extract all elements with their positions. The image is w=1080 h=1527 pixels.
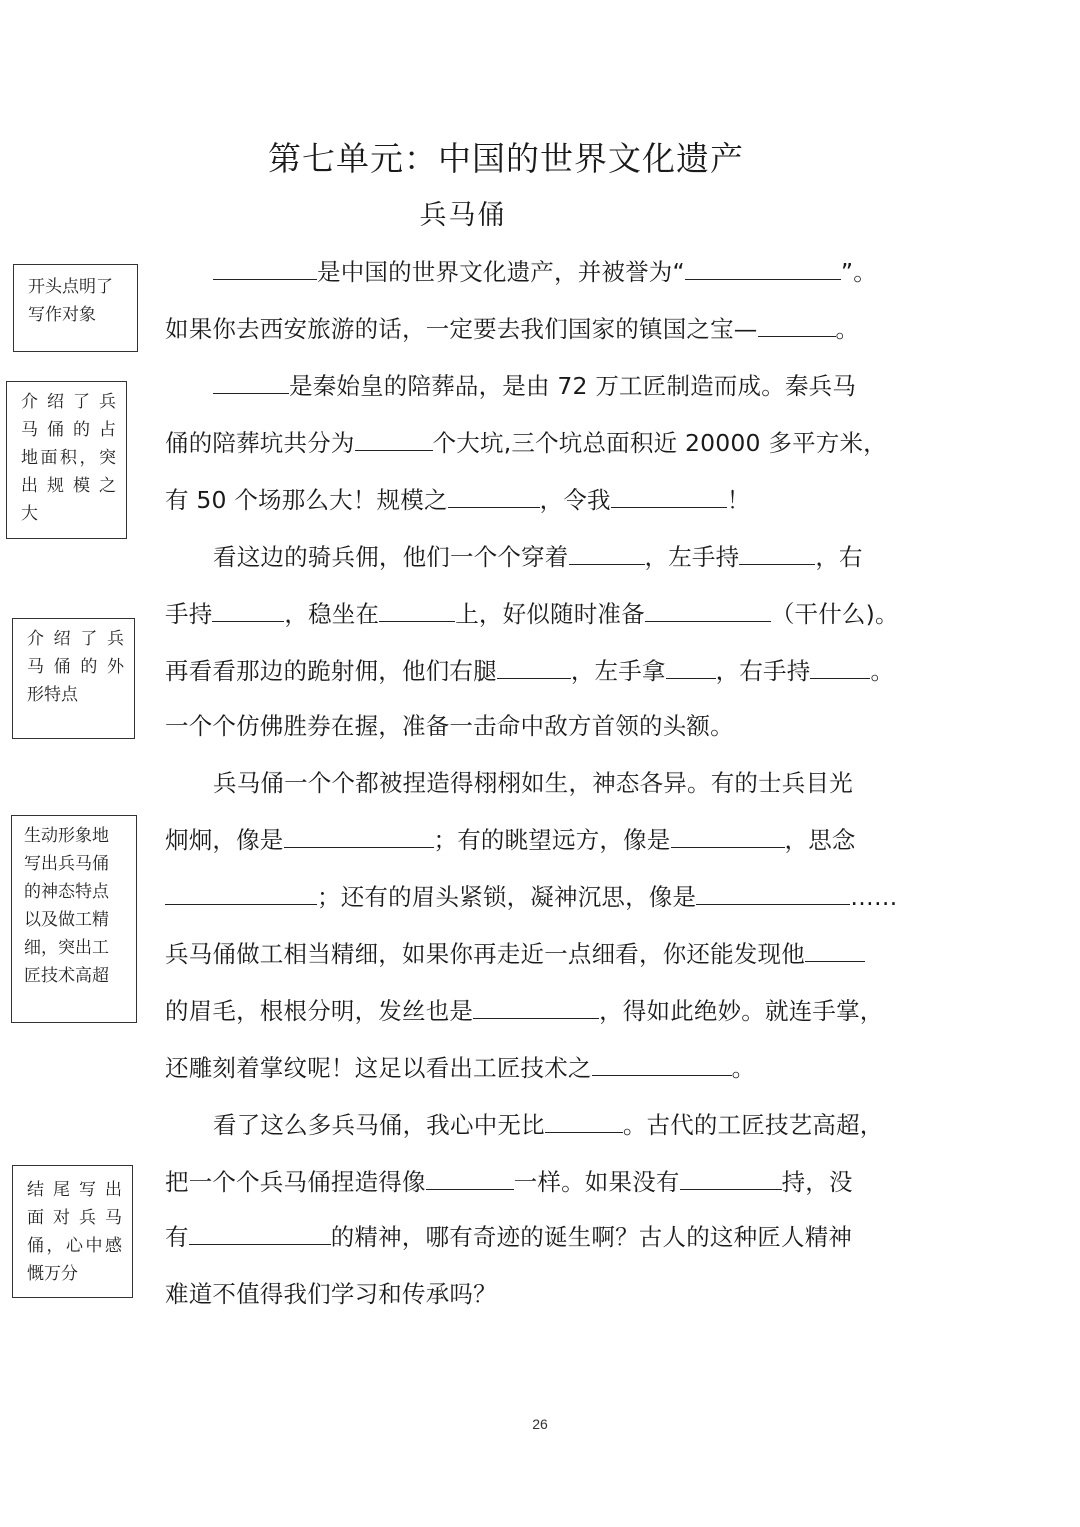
note-line: 出规模之 [21,476,116,496]
fill-blank[interactable] [592,1049,732,1076]
note-line: 细，突出工 [24,938,109,958]
fill-blank[interactable] [671,821,785,848]
fill-blank[interactable] [448,481,540,508]
text-line: 手持 ，稳坐在 上，好似随时准备 （干什么)。 [165,594,917,634]
text-line: 看了这么多兵马俑，我心中无比 。古代的工匠技艺高超， [213,1105,917,1145]
margin-note-4 [11,815,137,1023]
fill-blank[interactable] [284,821,434,848]
note-line: 俑，心中感 [27,1236,122,1256]
page-number: 26 [532,1416,548,1432]
page-title: 第七单元：中国的世界文化遗产 [268,139,744,178]
text-line: 有 50 个场那么大！规模之 ，令我 ！ [165,480,917,520]
note-line: 面对兵马 [27,1208,122,1228]
text-line: 兵马俑一个个都被捏造得栩栩如生，神态各异。有的士兵目光 [213,769,853,797]
text-line: 炯炯，像是 ；有的眺望远方，像是 ，思念 [165,820,917,860]
note-line: 结尾写出 [27,1180,122,1200]
margin-note-1 [13,264,138,352]
text-line: 把一个个兵马俑捏造得像 一样。如果没有 持，没 [165,1162,917,1202]
note-line: 的神态特点 [24,882,109,902]
note-line: 以及做工精 [24,910,109,930]
fill-blank[interactable] [165,878,317,905]
text-line: 是中国的世界文化遗产，并被誉为“ ”。 [213,252,917,292]
note-line: 马俑的外 [27,657,124,677]
fill-blank[interactable] [645,595,771,622]
fill-blank[interactable] [739,538,815,565]
note-line: 写作对象 [28,305,96,325]
text-line: ；还有的眉头紧锁，凝神沉思，像是 …… [165,877,917,917]
fill-blank[interactable] [666,652,716,679]
text-line: 再看看那边的跪射佣，他们右腿 ，左手拿 ，右手持 。 [165,651,917,691]
note-line: 大 [21,504,38,524]
note-line: 慨万分 [27,1264,78,1284]
text-line: 还雕刻着掌纹呢！这足以看出工匠技术之 。 [165,1048,917,1088]
note-line: 马俑的占 [21,420,116,440]
fill-blank[interactable] [810,652,870,679]
note-line: 生动形象地 [24,826,109,846]
note-line: 介绍了兵 [21,392,116,412]
fill-blank[interactable] [680,1163,782,1190]
fill-blank[interactable] [355,424,433,451]
margin-note-2 [6,381,127,539]
fill-blank[interactable] [611,481,727,508]
text-line: 一个个仿佛胜券在握，准备一击命中敌方首领的头额。 [165,712,734,740]
fill-blank[interactable] [758,310,836,337]
note-line: 写出兵马俑 [24,854,109,874]
fill-blank[interactable] [426,1163,514,1190]
fill-blank[interactable] [497,652,571,679]
fill-blank[interactable] [212,595,284,622]
fill-blank[interactable] [473,992,599,1019]
text-line: 有 的精神，哪有奇迹的诞生啊？古人的这种匠人精神 [165,1217,917,1257]
text-line: 难道不值得我们学习和传承吗？ [165,1280,497,1308]
text-line: 的眉毛，根根分明，发丝也是 ，得如此绝妙。就连手掌， [165,991,917,1031]
fill-blank[interactable] [569,538,645,565]
text-line: 俑的陪葬坑共分为 个大坑,三个坑总面积近 20000 多平方米， [165,423,917,463]
note-line: 形特点 [27,685,78,705]
fill-blank[interactable] [379,595,455,622]
section-subtitle: 兵马俑 [419,200,507,231]
text-line: 兵马俑做工相当精细，如果你再走近一点细看，你还能发现他 [165,934,917,974]
fill-blank[interactable] [545,1106,623,1133]
note-line: 匠技术高超 [24,966,109,986]
text-line: 看这边的骑兵佣，他们一个个穿着 ，左手持 ，右 [213,537,917,577]
note-line: 开头点明了 [28,277,113,297]
fill-blank[interactable] [189,1218,331,1245]
note-line: 介绍了兵 [27,629,124,649]
margin-note-3 [12,618,135,739]
fill-blank[interactable] [805,935,865,962]
text-line: 是秦始皇的陪葬品，是由 72 万工匠制造而成。秦兵马 [213,366,917,406]
note-line: 地面积，突 [21,448,116,468]
fill-blank[interactable] [213,253,317,280]
margin-note-5 [12,1165,133,1298]
fill-blank[interactable] [213,367,289,394]
fill-blank[interactable] [696,878,850,905]
text-line: 如果你去西安旅游的话，一定要去我们国家的镇国之宝— 。 [165,309,917,349]
fill-blank[interactable] [685,253,841,280]
